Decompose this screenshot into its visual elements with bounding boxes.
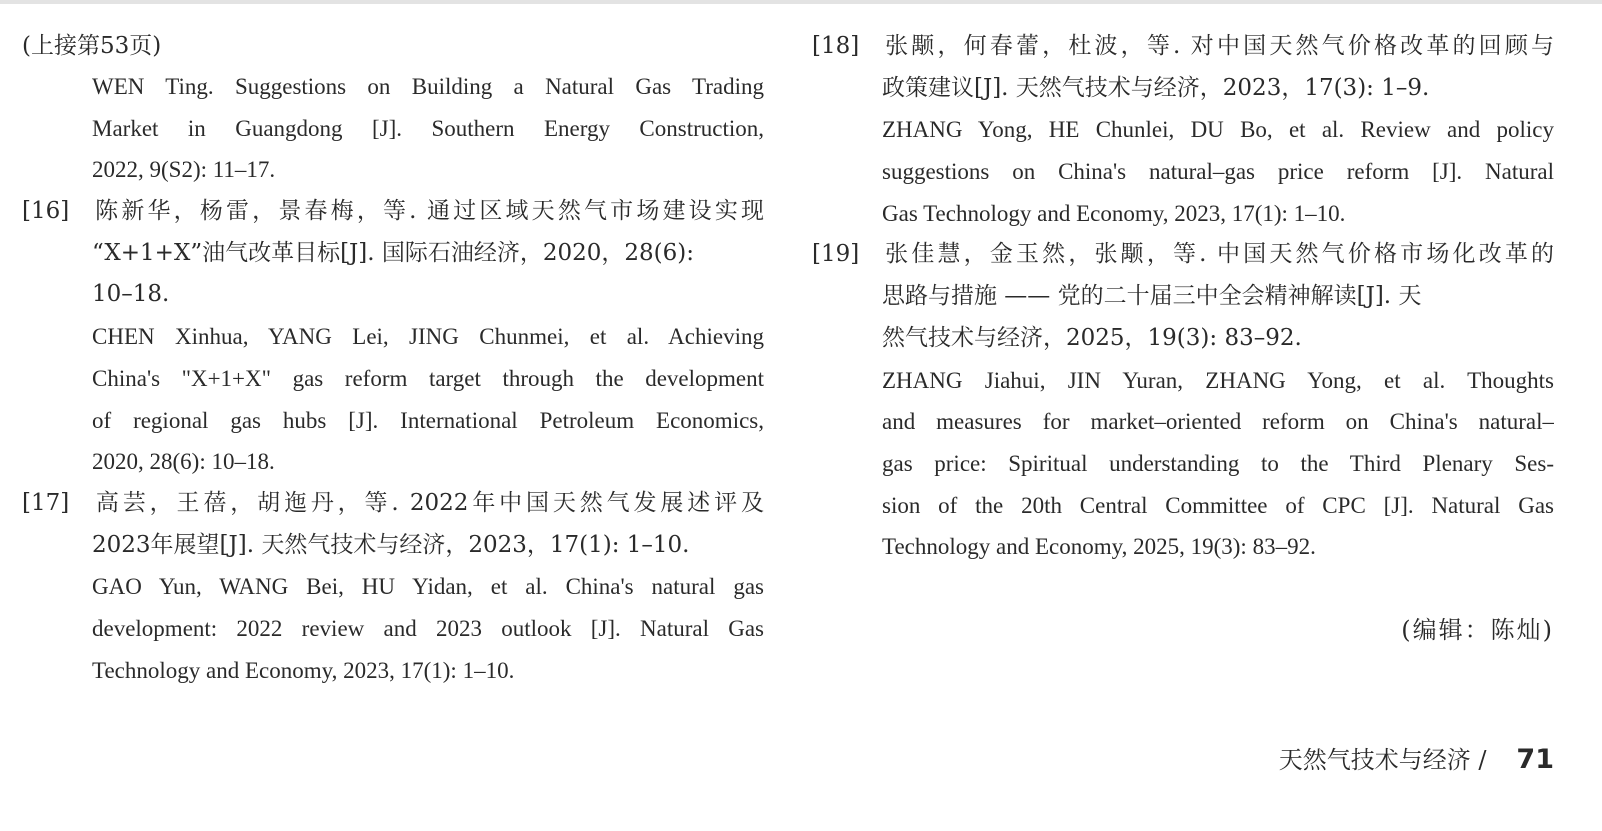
reference-line bbox=[812, 526, 1554, 568]
continued-from-label: (上接第53页) bbox=[22, 33, 162, 59]
reference-text: 2020, 28(6): 10–18. bbox=[92, 449, 275, 475]
reference-line bbox=[812, 401, 1554, 443]
editor-credit: (编辑：陈灿) bbox=[1401, 616, 1554, 644]
reference-line bbox=[22, 483, 764, 525]
reference-line bbox=[812, 360, 1554, 402]
reference-text: 2023年展望[J]. 天然气技术与经济，2023，17(1): 1–10. bbox=[92, 531, 690, 558]
references-right-column bbox=[812, 26, 1554, 568]
reference-text: 思路与措施 —— 党的二十届三中全会精神解读[J]. 天 bbox=[882, 283, 1422, 310]
reference-text: Market in Guangdong [J]. Southern Energy Construction, bbox=[92, 115, 764, 141]
reference-text: WEN Ting. Suggestions on Building a Natural Gas Trading bbox=[92, 74, 764, 99]
reference-line bbox=[22, 108, 764, 150]
reference-line bbox=[812, 151, 1554, 193]
reference-line bbox=[22, 191, 764, 233]
reference-number: [17] bbox=[22, 489, 70, 516]
reference-text: 政策建议[J]. 天然气技术与经济，2023，17(3): 1–9. bbox=[882, 74, 1430, 101]
reference-text: 陈新华，杨雷，景春梅，等. 通过区域天然气市场建设实现 bbox=[92, 198, 764, 225]
reference-line bbox=[22, 608, 764, 650]
reference-line bbox=[22, 566, 764, 608]
reference-entry bbox=[22, 483, 764, 691]
reference-line bbox=[812, 276, 1554, 318]
reference-text: suggestions on China's natural–gas price reform [J]. Natural bbox=[882, 159, 1554, 185]
reference-line bbox=[812, 443, 1554, 485]
reference-text: Gas Technology and Economy, 2023, 17(1): 1–10. bbox=[882, 200, 1346, 226]
reference-number: [16] bbox=[22, 198, 70, 225]
reference-entry bbox=[22, 191, 764, 483]
reference-line bbox=[22, 316, 764, 358]
reference-line bbox=[22, 441, 764, 483]
reference-text: Technology and Economy, 2025, 19(3): 83–92. bbox=[882, 534, 1316, 560]
reference-line bbox=[812, 26, 1554, 68]
reference-text: Technology and Economy, 2023, 17(1): 1–10. bbox=[92, 657, 515, 683]
reference-line bbox=[22, 525, 764, 567]
reference-text: ZHANG Jiahui, JIN Yuran, ZHANG Yong, et al. Thoughts bbox=[882, 367, 1554, 393]
reference-number: [18] bbox=[812, 33, 860, 59]
reference-text: 2022, 9(S2): 11–17. bbox=[92, 157, 276, 183]
reference-line bbox=[812, 234, 1554, 276]
top-border bbox=[0, 0, 1602, 4]
reference-line bbox=[812, 68, 1554, 110]
reference-text: 高芸，王蓓，胡迤丹，等. 2022年中国天然气发展述评及 bbox=[92, 489, 764, 516]
reference-text: 然气技术与经济，2025，19(3): 83–92. bbox=[882, 324, 1302, 351]
reference-line bbox=[22, 400, 764, 442]
reference-line bbox=[22, 66, 764, 108]
reference-text: of regional gas hubs [J]. International Petroleum Economics, bbox=[92, 407, 764, 433]
reference-text: CHEN Xinhua, YANG Lei, JING Chunmei, et al. Achieving bbox=[92, 324, 764, 350]
page-footer bbox=[1279, 740, 1554, 775]
reference-number: [19] bbox=[812, 241, 860, 268]
reference-list-left bbox=[22, 66, 764, 691]
reference-text: 张佳慧，金玉然，张颙，等. 中国天然气价格市场化改革的 bbox=[882, 241, 1554, 268]
reference-text: ZHANG Yong, HE Chunlei, DU Bo, et al. Review and policy bbox=[882, 117, 1554, 143]
reference-text: China's "X+1+X" gas reform target through the development bbox=[92, 365, 764, 391]
reference-line bbox=[22, 358, 764, 400]
reference-line bbox=[22, 274, 764, 316]
reference-line bbox=[22, 149, 764, 191]
reference-line bbox=[22, 650, 764, 692]
reference-line bbox=[812, 485, 1554, 527]
reference-list-right bbox=[812, 26, 1554, 568]
reference-line bbox=[22, 233, 764, 275]
reference-text: development: 2022 review and 2023 outlook [J]. Natural Gas bbox=[92, 615, 764, 641]
reference-text: and measures for market–oriented reform on China's natural– bbox=[882, 409, 1554, 435]
reference-entry bbox=[22, 66, 764, 191]
reference-text: sion of the 20th Central Committee of CPC [J]. Natural Gas bbox=[882, 492, 1554, 518]
reference-text: gas price: Spiritual understanding to the Third Plenary Ses- bbox=[882, 450, 1554, 476]
references-left-column bbox=[22, 26, 764, 691]
reference-entry bbox=[812, 26, 1554, 234]
reference-line bbox=[812, 193, 1554, 235]
reference-line bbox=[812, 318, 1554, 360]
page-number: 71 bbox=[1516, 744, 1554, 775]
reference-entry bbox=[812, 234, 1554, 568]
journal-name: 天然气技术与经济 / bbox=[1278, 746, 1487, 774]
reference-text: “X+1+X”油气改革目标[J]. 国际石油经济，2020，28(6): bbox=[92, 239, 694, 266]
reference-line bbox=[812, 109, 1554, 151]
reference-text: 10–18. bbox=[92, 281, 170, 308]
reference-text: 张颙，何春蕾，杜波，等. 对中国天然气价格改革的回顾与 bbox=[882, 33, 1554, 59]
reference-text: GAO Yun, WANG Bei, HU Yidan, et al. China's natural gas bbox=[92, 574, 764, 600]
